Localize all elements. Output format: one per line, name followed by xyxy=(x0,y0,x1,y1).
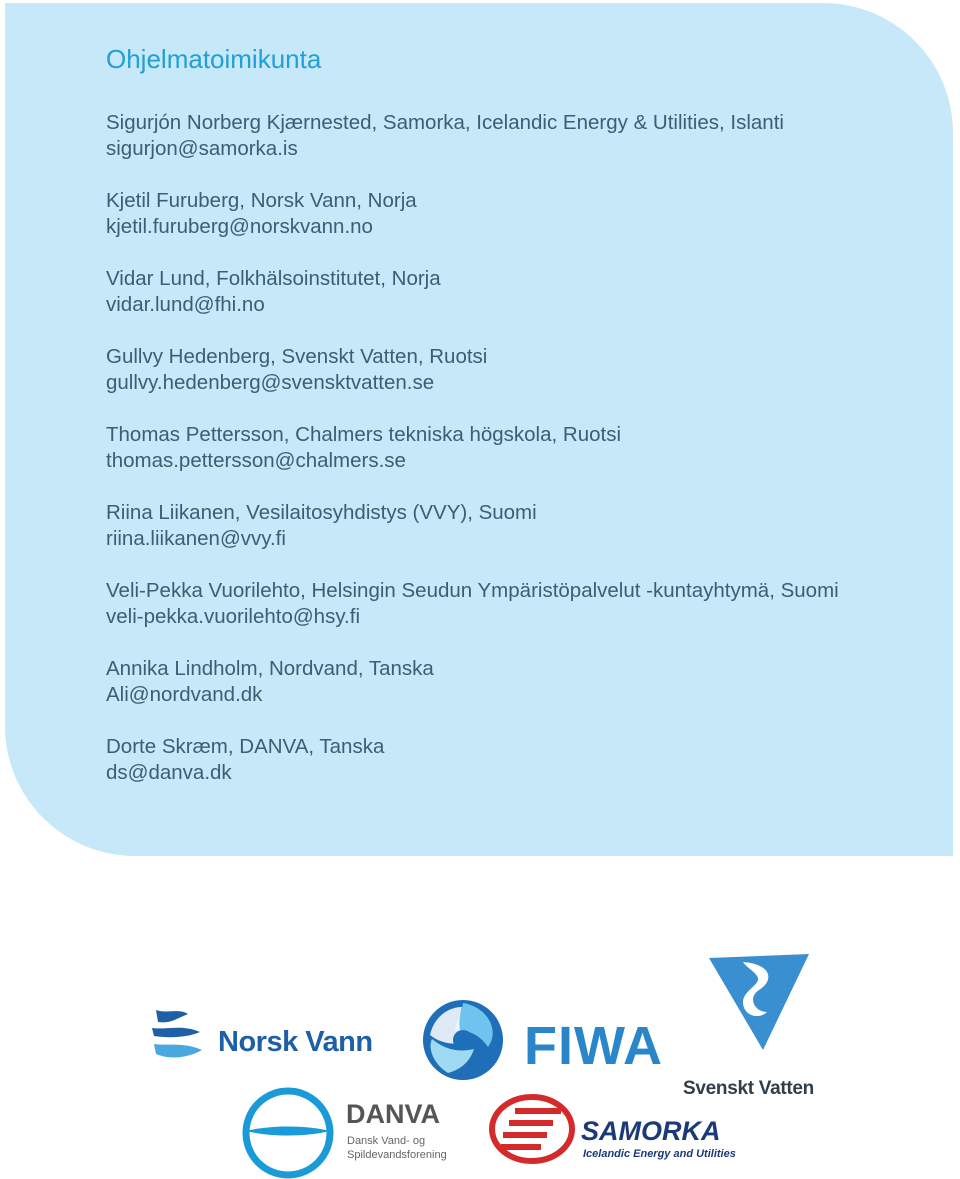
contact-name: Sigurjón Norberg Kjærnested, Samorka, Icelandic Energy & Utilities, Islanti xyxy=(106,111,784,134)
fiwa-wordmark: FIWA xyxy=(524,1016,663,1076)
contact-name: Kjetil Furuberg, Norsk Vann, Norja xyxy=(106,189,417,212)
contact-name: Veli-Pekka Vuorilehto, Helsingin Seudun Ympäristöpalvelut -kuntayhtymä, Suomi xyxy=(106,579,839,602)
danva-subtitle-2: Spildevandsforening xyxy=(347,1149,447,1161)
contact-entry xyxy=(106,266,926,318)
danva-subtitle-1: Dansk Vand- og xyxy=(347,1135,426,1147)
fiwa-swirl-icon xyxy=(418,995,508,1085)
samorka-subtitle: Icelandic Energy and Utilities xyxy=(583,1148,736,1160)
contact-name: Gullvy Hedenberg, Svenskt Vatten, Ruotsi xyxy=(106,345,488,368)
contact-name: Dorte Skræm, DANVA, Tanska xyxy=(106,735,385,758)
contact-entry xyxy=(106,422,926,474)
contact-entry xyxy=(106,188,926,240)
contact-list xyxy=(106,110,926,812)
page-title: Ohjelmatoimikunta xyxy=(106,44,322,74)
contact-entry xyxy=(106,500,926,552)
danva-wordmark: DANVA xyxy=(346,1099,440,1129)
svenskt-vatten-triangle-icon xyxy=(709,954,811,1050)
contact-entry xyxy=(106,656,926,708)
contact-email[interactable]: Ali@nordvand.dk xyxy=(106,683,263,706)
samorka-wordmark: SAMORKA xyxy=(581,1116,721,1146)
norsk-vann-wordmark: Norsk Vann xyxy=(218,1026,373,1058)
contact-email[interactable]: thomas.pettersson@chalmers.se xyxy=(106,449,406,472)
contact-email[interactable]: vidar.lund@fhi.no xyxy=(106,293,265,316)
svenskt-vatten-logo xyxy=(683,954,843,1099)
contact-entry xyxy=(106,578,926,630)
contact-email[interactable]: ds@danva.dk xyxy=(106,761,232,784)
contact-email[interactable]: kjetil.furuberg@norskvann.no xyxy=(106,215,373,238)
samorka-emblem-icon xyxy=(487,1092,577,1166)
contact-name: Riina Liikanen, Vesilaitosyhdistys (VVY), Suomi xyxy=(106,501,537,524)
fiwa-logo xyxy=(418,995,668,1085)
contact-email[interactable]: gullvy.hedenberg@svensktvatten.se xyxy=(106,371,435,394)
contact-name: Thomas Pettersson, Chalmers tekniska högskola, Ruotsi xyxy=(106,423,622,446)
contact-name: Vidar Lund, Folkhälsoinstitutet, Norja xyxy=(106,267,441,290)
contact-email[interactable]: sigurjon@samorka.is xyxy=(106,137,298,160)
danva-circle-icon xyxy=(240,1085,336,1179)
contact-email[interactable]: veli-pekka.vuorilehto@hsy.fi xyxy=(106,605,361,628)
danva-logo xyxy=(240,1085,470,1179)
contact-name: Annika Lindholm, Nordvand, Tanska xyxy=(106,657,434,680)
contact-entry xyxy=(106,110,926,162)
svenskt-vatten-wordmark: Svenskt Vatten xyxy=(683,1078,814,1099)
contact-entry xyxy=(106,734,926,786)
contact-email[interactable]: riina.liikanen@vvy.fi xyxy=(106,527,286,550)
logo-bar xyxy=(0,940,960,1179)
norsk-vann-logo xyxy=(148,1004,398,1074)
norsk-vann-drop-icon xyxy=(148,1004,210,1068)
samorka-logo xyxy=(487,1092,767,1172)
contact-entry xyxy=(106,344,926,396)
